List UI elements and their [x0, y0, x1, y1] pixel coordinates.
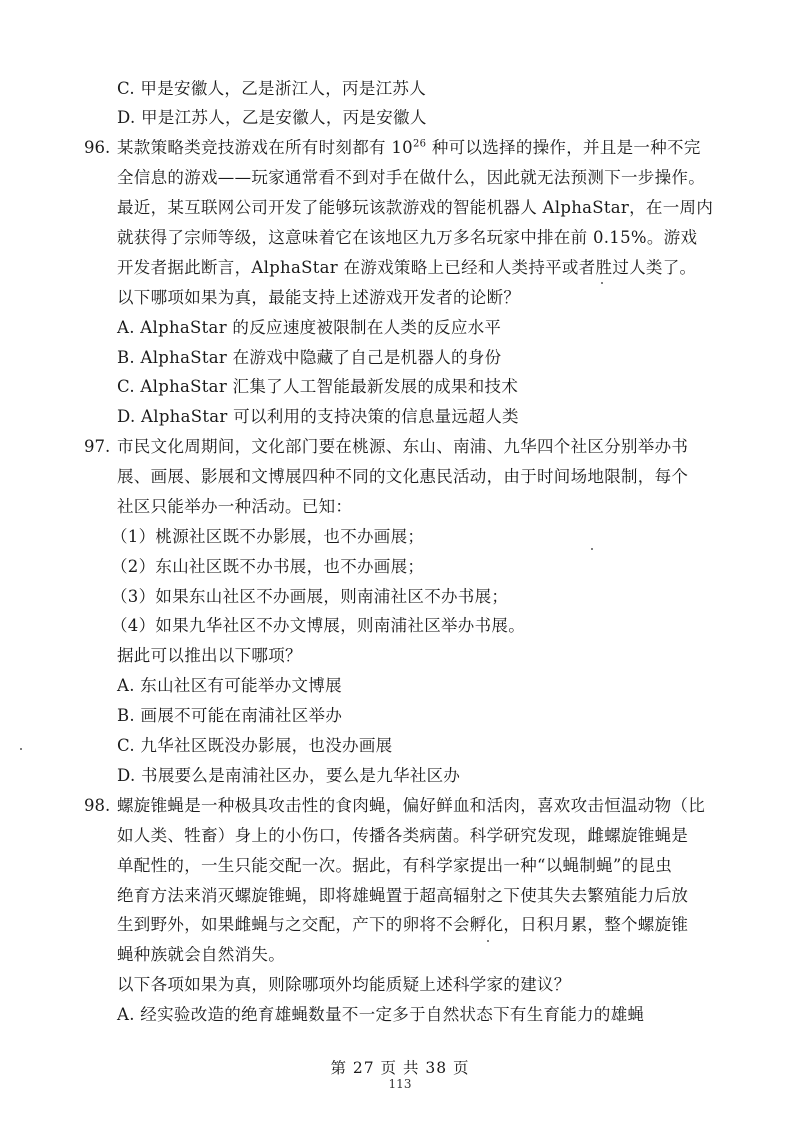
q97-stem-line-3: 社区只能举办一种活动。已知：	[117, 497, 353, 516]
q96-question: 以下哪项如果为真，最能支持上述游戏开发者的论断？	[117, 288, 521, 307]
q96-stem-line-2: 全信息的游戏——玩家通常看不到对手在做什么，因此就无法预测下一步操作。	[117, 168, 705, 187]
q97-option-b: B. 画展不可能在南浦社区举办	[117, 706, 343, 725]
q97-stem-line-1: 市民文化周期间，文化部门要在桃源、东山、南浦、九华四个社区分别举办书	[117, 437, 689, 456]
q96-stem-exponent: 26	[412, 138, 427, 150]
q98-stem-line-2: 如人类、牲畜）身上的小伤口，传播各类病菌。科学研究发现，雌螺旋锥蝇是	[117, 826, 689, 845]
scan-speck	[601, 282, 603, 284]
q95-option-c: C. 甲是安徽人，乙是浙江人，丙是江苏人	[117, 79, 427, 98]
q96-number: 96.	[84, 138, 111, 157]
q98-stem-line-3: 单配性的，一生只能交配一次。据此，有科学家提出一种“以蝇制蝇”的昆虫	[117, 856, 673, 875]
q98-stem-line-1: 螺旋锥蝇是一种极具攻击性的食肉蝇，偏好鲜血和活肉，喜欢攻击恒温动物（比	[117, 796, 705, 815]
q97-option-c: C. 九华社区既没办影展，也没办画展	[117, 736, 393, 755]
scan-page-number: 113	[388, 1077, 412, 1091]
q97-condition-2: （2）东山社区既不办书展，也不办画展；	[111, 557, 425, 576]
q97-question: 据此可以推出以下哪项？	[117, 646, 302, 665]
q96-stem-line-1	[117, 136, 701, 160]
q98-question: 以下各项如果为真，则除哪项外均能质疑上述科学家的建议？	[117, 975, 571, 994]
q97-stem-line-2: 展、画展、影展和文博展四种不同的文化惠民活动，由于时间场地限制，每个	[117, 467, 689, 486]
q96-option-b: B. AlphaStar 在游戏中隐藏了自己是机器人的身份	[117, 348, 502, 367]
q96-stem-line-5: 开发者据此断言，AlphaStar 在游戏策略上已经和人类持平或者胜过人类了。	[117, 258, 697, 277]
q97-option-a: A. 东山社区有可能举办文博展	[117, 676, 342, 695]
scan-speck	[487, 940, 489, 942]
scan-speck	[591, 548, 593, 550]
q98-option-a: A. 经实验改造的绝育雄蝇数量不一定多于自然状态下有生育能力的雄蝇	[117, 1005, 645, 1024]
q96-option-d: D. AlphaStar 可以利用的支持决策的信息量远超人类	[117, 407, 519, 426]
q97-number: 97.	[84, 437, 111, 456]
q96-stem-line-4: 就获得了宗师等级，这意味着它在该地区九万多名玩家中排在前 0.15%。游戏	[117, 228, 698, 247]
q97-condition-4: （4）如果九华社区不办文博展，则南浦社区举办书展。	[111, 616, 525, 635]
q96-stem-line-1-pre: 某款策略类竞技游戏在所有时刻都有 10	[117, 138, 413, 157]
q98-stem-line-4: 绝育方法来消灭螺旋锥蝇，即将雄蝇置于超高辐射之下使其失去繁殖能力后放	[117, 886, 689, 905]
q97-condition-3: （3）如果东山社区不办画展，则南浦社区不办书展；	[111, 587, 509, 606]
q96-stem-line-1-post: 种可以选择的操作，并且是一种不完	[426, 138, 701, 157]
q97-condition-1: （1）桃源社区既不办影展，也不办画展；	[111, 527, 425, 546]
q98-stem-line-6: 蝇种族就会自然消失。	[117, 945, 285, 964]
q96-option-c: C. AlphaStar 汇集了人工智能最新发展的成果和技术	[117, 377, 519, 396]
q98-stem-line-5: 生到野外，如果雌蝇与之交配，产下的卵将不会孵化，日积月累，整个螺旋锥	[117, 915, 689, 934]
q97-option-d: D. 书展要么是南浦社区办，要么是九华社区办	[117, 766, 461, 785]
q96-stem-line-3: 最近，某互联网公司开发了能够玩该款游戏的智能机器人 AlphaStar，在一周内	[117, 198, 714, 217]
q98-number: 98.	[84, 796, 111, 815]
page-number-label: 第 27 页 共 38 页	[330, 1059, 470, 1077]
scan-speck	[20, 748, 22, 750]
q96-option-a: A. AlphaStar 的反应速度被限制在人类的反应水平	[117, 318, 502, 337]
q95-option-d: D. 甲是江苏人，乙是安徽人，丙是安徽人	[117, 108, 427, 127]
